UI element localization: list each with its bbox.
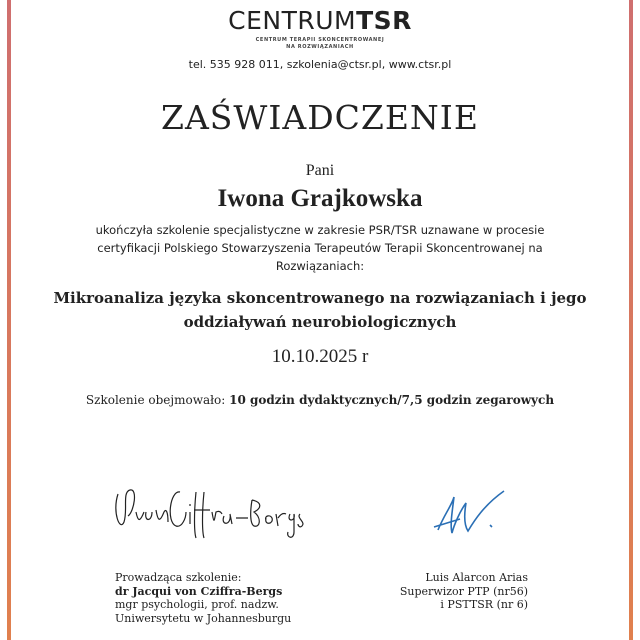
signatory-left-role: Prowadząca szkolenie: xyxy=(115,571,242,584)
signature-right-image xyxy=(430,485,520,540)
course-date: 10.10.2025 r xyxy=(271,346,369,367)
body-line: Rozwiązaniach: xyxy=(275,259,365,273)
logo xyxy=(0,6,640,51)
signature-left-image xyxy=(110,482,320,542)
course-hours xyxy=(0,393,640,407)
signatory-left xyxy=(115,571,291,625)
hours-label: Szkolenie obejmowało: xyxy=(85,393,226,407)
signatory-right-title: Superwizor PTP (nr56) xyxy=(399,584,528,598)
course-line: oddziaływań neurobiologicznych xyxy=(183,313,457,331)
logo-subtitle-1: CENTRUM TERAPII SKONCENTROWANEJ xyxy=(255,37,385,43)
signatory-right-name: Luis Alarcon Arias xyxy=(425,571,528,584)
logo-subtitle-2: NA ROZWIĄZANIACH xyxy=(286,44,354,50)
hours-value: 10 godzin dydaktycznych/7,5 godzin zegarowych xyxy=(229,393,555,407)
contact-info: tel. 535 928 011, szkolenia@ctsr.pl, www.ctsr.pl xyxy=(188,58,452,71)
body-line: certyfikacji Polskiego Stowarzyszenia Terapeutów Terapii Skoncentrowanej na xyxy=(97,241,543,255)
signatory-right-membership: i PSTTSR (nr 6) xyxy=(440,598,528,611)
salutation: Pani xyxy=(305,162,335,179)
signatory-right xyxy=(400,571,528,612)
course-title xyxy=(0,286,640,334)
signatory-left-title: mgr psychologii, prof. nadzw. xyxy=(115,598,279,611)
certificate-body xyxy=(0,221,640,275)
course-line: Mikroanaliza języka skoncentrowanego na rozwiązaniach i jego xyxy=(53,289,587,307)
body-line: ukończyła szkolenie specjalistyczne w zakresie PSR/TSR uznawane w procesie xyxy=(95,223,545,237)
certificate-title: ZAŚWIADCZENIE xyxy=(161,98,479,137)
logo-text-bold: TSR xyxy=(356,6,412,35)
recipient-name: Iwona Grajkowska xyxy=(217,185,423,212)
signatory-left-name: dr Jacqui von Cziffra-Bergs xyxy=(115,584,283,598)
logo-text-light: CENTRUM xyxy=(228,6,357,35)
signatory-left-affiliation: Uniwersytetu w Johannesburgu xyxy=(115,611,292,625)
